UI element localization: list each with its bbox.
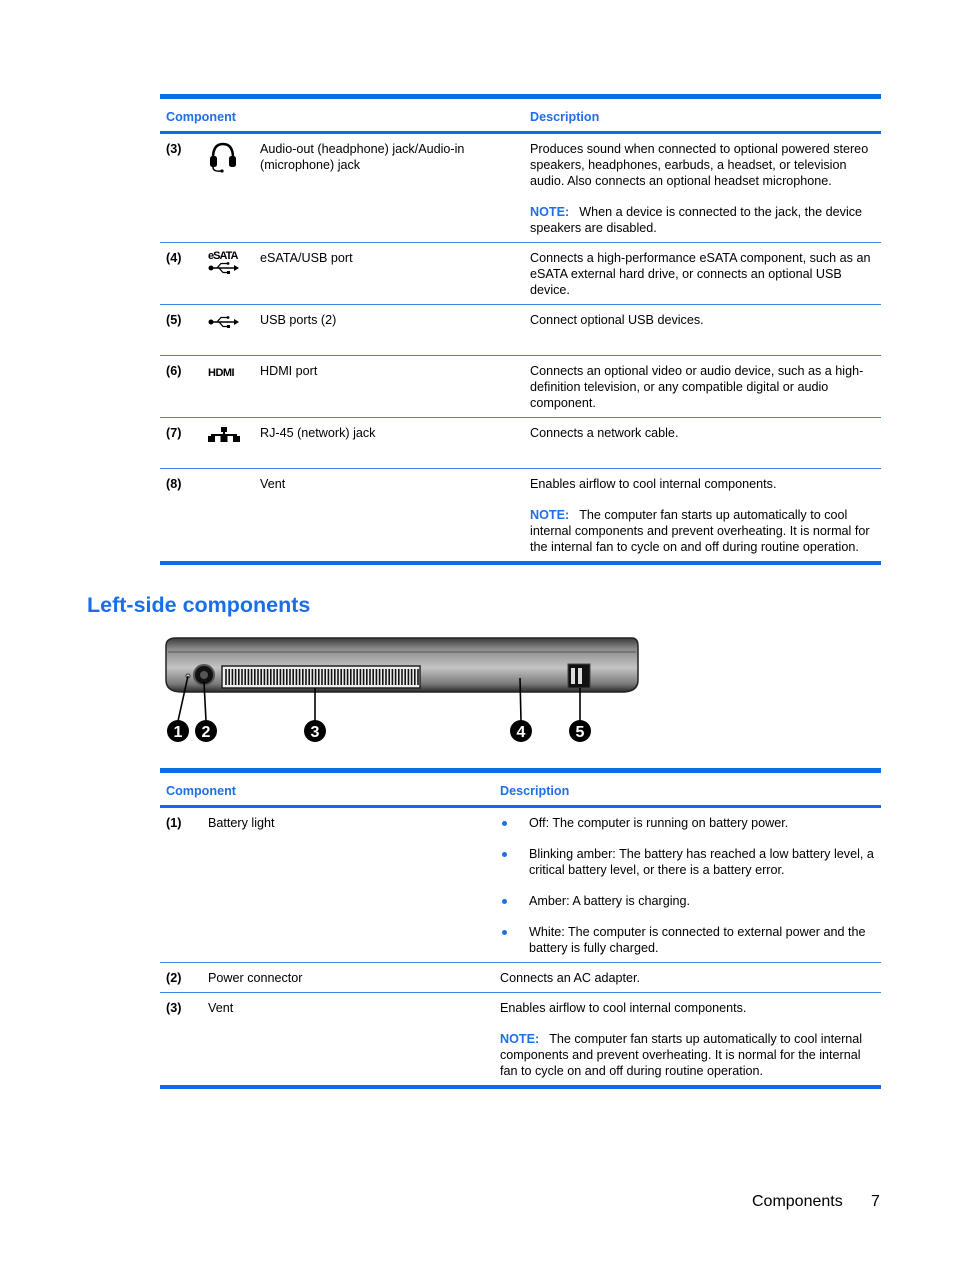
table-row: [160, 963, 881, 993]
header-description: Description: [494, 771, 881, 807]
esata-usb-icon: [208, 250, 242, 278]
row-number: (1): [160, 807, 202, 963]
components-table-left-side: [160, 768, 881, 1089]
table-row: [160, 133, 881, 243]
component-description: Enables airflow to cool internal components.: [530, 477, 777, 491]
page-number: 7: [871, 1193, 880, 1210]
note-label: NOTE:: [530, 205, 570, 219]
component-name: Audio-out (headphone) jack/Audio-in (microphone) jack: [254, 133, 524, 243]
header-component: Component: [160, 97, 524, 133]
components-table-right-side: [160, 94, 881, 565]
note-text: When a device is connected to the jack, the device speakers are disabled.: [530, 205, 863, 235]
component-name: USB ports (2): [254, 305, 524, 356]
note: [530, 507, 875, 555]
table-row: [160, 356, 881, 418]
list-item: Amber: A battery is charging.: [500, 893, 875, 909]
esata-icon-label: eSATA: [208, 250, 238, 262]
component-name: Power connector: [202, 963, 494, 993]
table-row: [160, 305, 881, 356]
note: [500, 1031, 875, 1079]
note: [530, 204, 875, 236]
header-component: Component: [160, 771, 494, 807]
list-item: Off: The computer is running on battery power.: [500, 815, 875, 831]
component-description: Connect optional USB devices.: [524, 305, 881, 356]
list-item: Blinking amber: The battery has reached a low battery level, a critical battery level, or there is a battery error.: [500, 846, 875, 878]
row-number: (8): [166, 477, 182, 491]
row-number: (3): [166, 1001, 182, 1015]
laptop-left-side-illustration: [160, 632, 642, 750]
note-label: NOTE:: [530, 508, 570, 522]
row-number: (6): [160, 356, 202, 418]
section-title: Left-side components: [87, 593, 311, 617]
network-icon: [208, 427, 240, 443]
table-row: [160, 469, 881, 564]
component-description: Connects a network cable.: [524, 418, 881, 469]
hdmi-icon: HDMI: [208, 367, 235, 379]
table-header-row: [160, 771, 881, 807]
note-text: The computer fan starts up automatically to cool internal components and prevent overheating. It is normal for the internal fan to cycle on and off during routine operation.: [530, 508, 870, 554]
component-description: Connects a high-performance eSATA component, such as an eSATA external hard drive, or connects an optional USB device.: [524, 243, 881, 305]
component-name: HDMI port: [254, 356, 524, 418]
row-number: (5): [160, 305, 202, 356]
component-description: Connects an optional video or audio device, such as a high-definition television, or any compatible digital or audio component.: [524, 356, 881, 418]
component-description: Produces sound when connected to optional powered stereo speakers, headphones, earbuds, a headset, or television audio. Also connects an optional headset microphone.: [530, 142, 869, 188]
header-description: Description: [524, 97, 881, 133]
component-description: Enables airflow to cool internal components.: [500, 1001, 747, 1015]
usb-icon: [208, 315, 240, 329]
callout-number: 2: [201, 724, 211, 741]
table-header-row: [160, 97, 881, 133]
headset-icon: [208, 141, 238, 173]
footer-section-label: Components: [752, 1193, 843, 1210]
row-number: (3): [160, 133, 202, 243]
callout-number: 4: [516, 724, 526, 741]
row-number: (2): [160, 963, 202, 993]
list-item: White: The computer is connected to external power and the battery is fully charged.: [500, 924, 875, 956]
component-name: Vent: [260, 477, 286, 491]
small-indicator: [518, 674, 521, 677]
table-row: [160, 993, 881, 1088]
callout-number: 5: [575, 724, 585, 741]
component-name: RJ-45 (network) jack: [254, 418, 524, 469]
callout-line: [520, 678, 521, 721]
note-label: NOTE:: [500, 1032, 540, 1046]
callout-number: 1: [173, 724, 183, 741]
note-text: The computer fan starts up automatically to cool internal components and prevent overheating. It is normal for the internal fan to cycle on and off during routine operation.: [500, 1032, 863, 1078]
table-row: [160, 807, 881, 963]
component-name: eSATA/USB port: [254, 243, 524, 305]
component-name: Battery light: [202, 807, 494, 963]
usb-trident-icon: [208, 262, 240, 274]
table-row: [160, 243, 881, 305]
table-row: [160, 418, 881, 469]
component-description: Connects an AC adapter.: [494, 963, 881, 993]
row-number: (4): [160, 243, 202, 305]
callout-number: 3: [310, 724, 320, 741]
component-name: Vent: [208, 1001, 234, 1015]
row-number: (7): [160, 418, 202, 469]
